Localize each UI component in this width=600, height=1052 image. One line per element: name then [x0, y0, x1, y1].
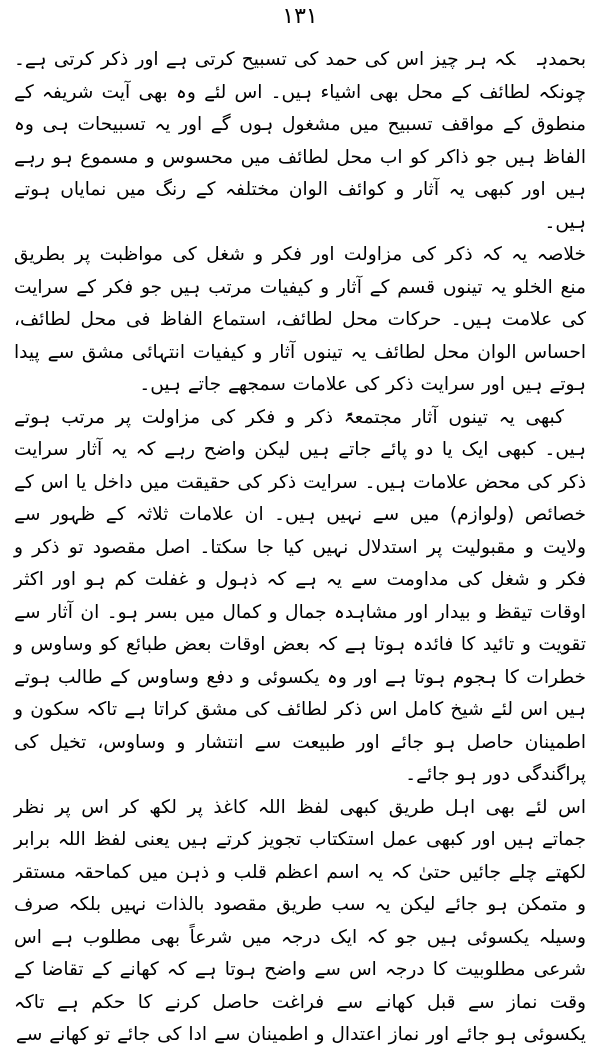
- paragraph-2: [14, 239, 586, 402]
- paragraph-1-lead-word: بحمدہ: [537, 49, 586, 70]
- page-number: ۱۳۱: [282, 4, 318, 29]
- paragraph-3-text: کبھی یہ تینوں آثار مجتمعۃً ذکر و فکر کی مزاولت پر مرتب ہوتے ہیں۔ کبھی ایک یا دو پائے جاتے ہیں لیکن واضح رہے کہ یہ آثار سرایت ذکر کی محض علامات ہیں۔ سرایت ذکر کی حقیقت میں داخل یا اس کے خصائص (ولوازم) میں سے نہیں ہیں۔ ان علامات ثلاثہ کے ظہور سے ولایت و مقبولیت پر استدلال نہیں کیا جا سکتا۔ اصل مقصود تو ذکر و فکر و شغل کی مداومت سے یہ ہے کہ ذہول و غفلت کم ہو اور اکثر اوقات تیقظ و بیدار اور مشاہدہ جمال و کمال میں بسر ہو۔ ان آثار سے تقویت و تائید کا فائدہ ہوتا ہے کہ بعض اوقات بعض طبائع کو وساوس و خطرات کا ہجوم ہوتا ہے اور وہ یکسوئی و دفع وساوس کے طالب ہوتے ہیں اس لئے شیخ کامل اس ذکر لطائف کی مشق کراتا ہے تاکہ سکون و اطمینان حاصل ہو جائے اور طبیعت سے انتشار و وساوس، تخیل کی پراگندگی دور ہو جائے۔: [14, 406, 586, 785]
- paragraph-3: [14, 402, 586, 792]
- paragraph-1-text: کہ ہر چیز اس کی حمد کی تسبیح کرتی ہے اور ذکر کرتی ہے۔ چونکہ لطائف کے محل بھی اشیاء ہیں۔ اس لئے وہ بھی آیت شریفہ کے منطوق کے مواقف تسبیح میں مشغول ہوں گے اور یہ تسبیحات ہی وہ الفاظ ہیں جو ذاکر کو اب محل لطائف میں محسوس و مسموع ہو رہے ہیں اور کبھی یہ آثار و کوائف الوان مختلفہ کے رنگ میں نمایاں ہوتے ہیں۔: [14, 49, 586, 233]
- page-body-text: [14, 44, 586, 1052]
- paragraph-1: [14, 44, 586, 239]
- paragraph-4: [14, 792, 586, 1052]
- paragraph-2-text: خلاصہ یہ کہ ذکر کی مزاولت اور فکر و شغل کی مواظبت پر بطریق منع الخلو یہ تینوں قسم کے آثار و کیفیات مرتب ہیں جو فکر کے سرایت کی علامت ہیں۔ حرکات محل لطائف، استماع الفاظ فی محل لطائف، احساس الوان محل لطائف یہ تینوں آثار و کیفیات انتہائی مشق سے پیدا ہوتے ہیں اور سرایت ذکر کی علامات سمجھے جاتے ہیں۔: [14, 244, 586, 395]
- paragraph-4-text: اس لئے بھی اہل طریق کبھی لفظ اللہ کاغذ پر لکھ کر اس پر نظر جماتے ہیں اور کبھی عمل استکتاب تجویز کرتے ہیں یعنی لفظ اللہ برابر لکھتے چلے جائیں حتیٰ کہ یہ اسم اعظم قلب و ذہن میں کماحقہ مستقر و متمکن ہو جائے لیکن یہ سب طریق مقصود بالذات نہیں بلکہ صرف وسیلہ یکسوئی ہیں جو کہ ایک درجہ میں شرعاً بھی مطلوب ہے اس شرعی مطلوبیت کا درجہ اس سے واضح ہوتا ہے کہ کھانے کے تقاضا کے وقت نماز سے قبل کھانے سے فراغت حاصل کرنے کا حکم ہے تاکہ یکسوئی ہو جائے اور نماز اعتدال و اطمینان سے ادا کی جائے تو کھانے سے: [14, 796, 586, 1045]
